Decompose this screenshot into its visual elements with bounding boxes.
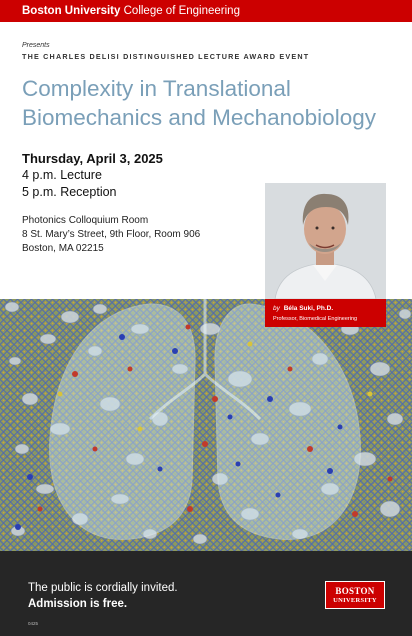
header-college: College of Engineering	[120, 5, 240, 17]
lecture-title-line1: Complexity in Translational	[22, 76, 291, 101]
invitation-text: The public is cordially invited.	[28, 582, 178, 594]
logo-line2: UNIVERSITY	[333, 597, 377, 604]
speaker-name: Béla Suki, Ph.D.	[283, 305, 334, 312]
speaker-caption	[265, 299, 386, 327]
location-room: Photonics Colloquium Room	[22, 215, 149, 226]
event-name: THE CHARLES DELISI DISTINGUISHED LECTURE AWARD EVENT	[22, 52, 310, 61]
print-code: 0425	[28, 621, 39, 626]
footer	[0, 551, 412, 636]
header-bar	[0, 0, 412, 22]
reception-time: 5 p.m. Reception	[22, 185, 117, 199]
boston-university-logo	[325, 581, 385, 609]
speaker-photo	[265, 183, 386, 299]
location-city: Boston, MA 02215	[22, 243, 104, 254]
lung-network-artwork	[0, 299, 412, 551]
event-date: Thursday, April 3, 2025	[22, 151, 163, 166]
admission-text: Admission is free.	[28, 598, 128, 610]
header-university: Boston University	[22, 5, 121, 17]
presents-label: Presents	[22, 42, 50, 49]
location-street: 8 St. Mary’s Street, 9th Floor, Room 906	[22, 229, 201, 240]
speaker-name-line	[273, 305, 333, 312]
lecture-title	[22, 74, 402, 132]
lecture-title-line2: Biomechanics and Mechanobiology	[22, 105, 376, 130]
header-org	[0, 0, 412, 22]
speaker-portrait	[265, 183, 386, 299]
speaker-title: Professor, Biomedical Engineering	[273, 316, 358, 322]
lecture-time: 4 p.m. Lecture	[22, 168, 102, 182]
logo-line1: BOSTON	[335, 586, 375, 596]
speaker-by: by	[273, 305, 280, 312]
